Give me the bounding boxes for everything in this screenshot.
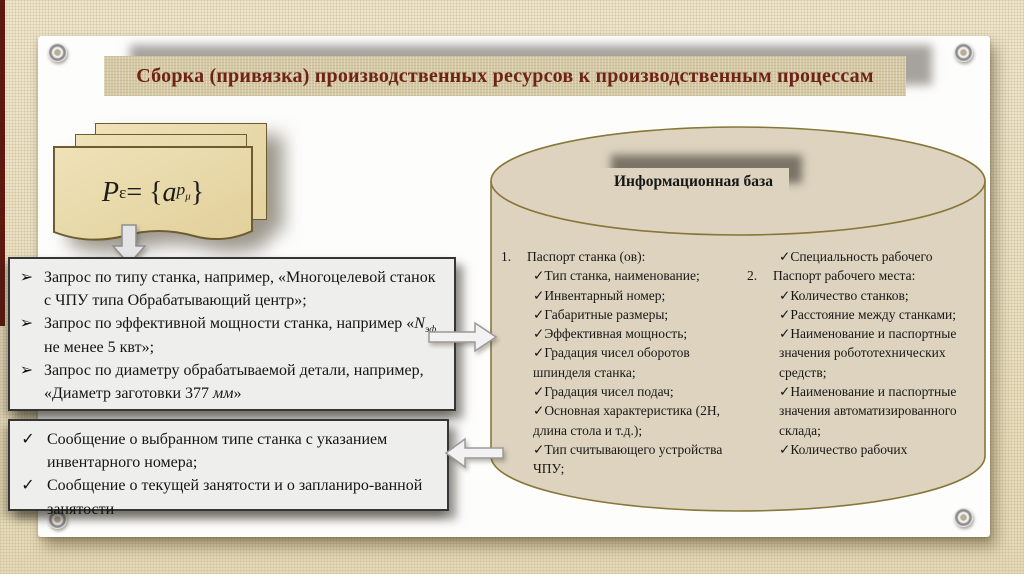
response-box (8, 419, 449, 518)
check-icon: ✓ (533, 306, 545, 322)
database-list-item (497, 305, 743, 324)
check-icon: ✓ (779, 384, 791, 400)
check-icon: ✓ (779, 287, 791, 303)
check-icon: ✓ (533, 326, 545, 342)
database-list-item (743, 266, 981, 285)
grommet-top-right-icon (954, 43, 973, 62)
formula-var-subsubscript: μ (185, 190, 191, 203)
formula-card-stack (52, 122, 282, 247)
check-icon: ✓ (779, 326, 791, 342)
check-icon: ✓ (533, 384, 545, 400)
item-text: Наименование и паспортные значения робототехнических средств; (779, 326, 957, 380)
database-list-item (743, 324, 981, 382)
query-box (8, 257, 456, 411)
item-text: Паспорт рабочего места: (773, 268, 916, 284)
item-text: Сообщение о выбранном типе станка с указанием инвентарного номера; (47, 431, 388, 472)
check-icon: ✓ (533, 345, 545, 361)
check-icon: ✓ (533, 268, 545, 284)
slide-title-bar (104, 56, 906, 96)
item-text: Количество рабочих (790, 441, 908, 457)
database-list-item (497, 266, 743, 285)
item-text: Тип считывающего устройства ЧПУ; (533, 441, 723, 477)
item-text: Запрос по диаметру обрабатываемой детали, например, «Диаметр заготовки 377 мм» (44, 361, 424, 402)
item-text: Габаритные размеры; (544, 306, 669, 322)
database-list-item (743, 382, 981, 440)
item-text: Инвентарный номер; (544, 287, 666, 303)
grommet-top-left-icon (48, 43, 67, 62)
check-icon: ✓ (533, 441, 545, 457)
item-number: 2. (747, 268, 758, 284)
item-text: Градация чисел подач; (544, 384, 674, 400)
formula-var-subscript: p (176, 179, 186, 199)
database-list-item (497, 247, 743, 266)
formula-close-brace: } (190, 177, 205, 208)
check-icon: ✓ (533, 403, 545, 419)
check-icon: ✓ (779, 249, 791, 264)
right-arrow-icon (428, 321, 498, 353)
check-icon: ✓ (779, 441, 791, 457)
left-arrow-icon (444, 437, 504, 469)
item-text: Эффективная мощность; (544, 326, 688, 342)
item-text: Наименование и паспортные значения автоматизированного склада; (779, 384, 957, 438)
arrowhead-bullet-icon: ➢ (19, 269, 34, 286)
database-list-item (743, 440, 981, 459)
item-text: Запрос по типу станка, например, «Многоцелевой станок с ЧПУ типа Обрабатывающий центр»; (44, 269, 436, 310)
formula-lhs: P (101, 177, 120, 208)
database-label: Информационная база (598, 168, 789, 196)
database-column-1 (497, 247, 743, 479)
item-number: 1. (501, 249, 512, 264)
check-icon: ✓ (21, 477, 35, 495)
left-accent-strip (0, 0, 5, 326)
database-list-item (497, 382, 743, 401)
database-list-item (743, 305, 981, 324)
database-list-item (497, 401, 743, 440)
database-column-2 (743, 247, 981, 479)
arrowhead-bullet-icon: ➢ (19, 315, 34, 333)
check-icon: ✓ (533, 287, 545, 303)
item-text: Сообщение о текущей занятости и о запланиро-ванной занятости (47, 477, 423, 518)
box1-list-item (18, 312, 444, 358)
page-title: Сборка (привязка) производственных ресурсов к производственным процессам (136, 64, 874, 87)
box1-list-item (18, 266, 444, 312)
database-list-item (497, 324, 743, 343)
formula-equals: = { (126, 177, 163, 208)
formula: P ε = { a $p_\mu$ } (101, 177, 205, 208)
check-icon: ✓ (779, 306, 791, 322)
item-text: Паспорт станка (ов): (527, 249, 646, 264)
item-text: Специальность рабочего (790, 249, 933, 264)
item-text: Основная характеристика (2Н, длина стола и т.д.); (533, 403, 720, 438)
box2-list-item (18, 474, 437, 520)
database-list-item (743, 247, 981, 266)
database-list-item (497, 286, 743, 305)
box2-list-item (18, 428, 437, 474)
database-list-item (497, 440, 743, 479)
database-list-item (743, 286, 981, 305)
formula-var: a (162, 177, 177, 208)
item-text: Градация чисел оборотов шпинделя станка; (533, 345, 690, 380)
check-icon: ✓ (21, 431, 35, 448)
database-list-item (497, 343, 743, 382)
item-text: Тип станка, наименование; (544, 268, 700, 284)
item-text: Расстояние между станками; (790, 306, 957, 322)
box1-list-item (18, 359, 444, 405)
item-text: Количество станков; (790, 287, 909, 303)
arrowhead-bullet-icon: ➢ (19, 361, 34, 379)
database-content (497, 247, 981, 479)
item-text: Запрос по эффективной мощности станка, например «$N_{эф}$ не менее 5 квт»; (44, 315, 437, 356)
